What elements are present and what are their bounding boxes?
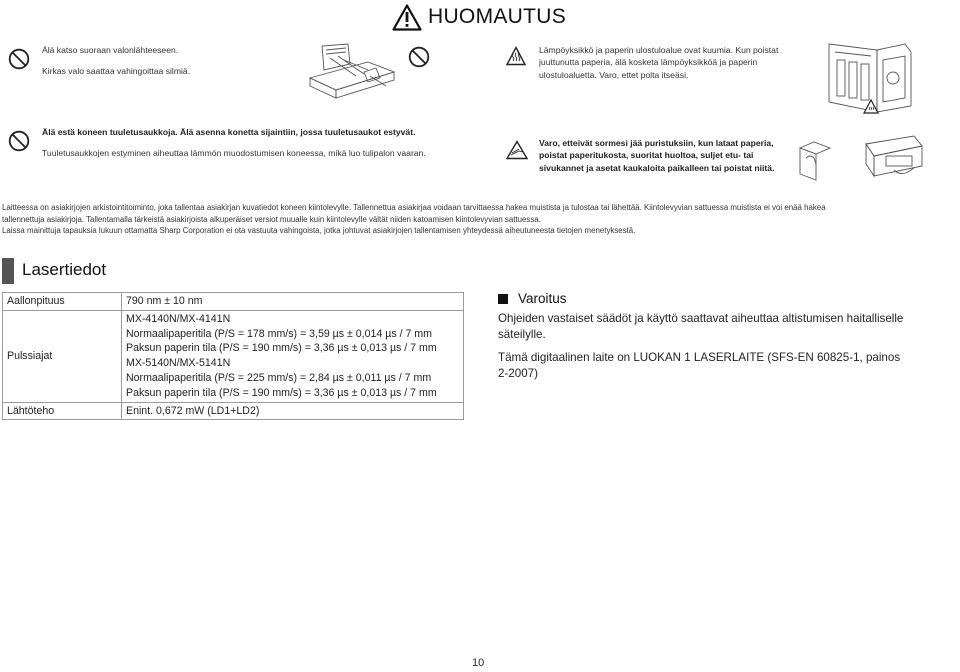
notice-line: Laitteessa on asiakirjojen arkistointitoiminto, joka tallentaa asiakirjan kuvatiedot koneen kiintolevylle. Tallennettua asiakirjaa voidaan tarvittaessa hakea muistista ja tulostaa tai lähettää. Kiintolevyvian sattuessa muistista ei voi enää hakea xyxy=(2,203,826,212)
caution-body xyxy=(498,311,938,381)
page-number: 10 xyxy=(472,657,485,669)
paper-tray-illustration xyxy=(796,134,926,186)
pulse-line: Normaalipaperitila (P/S = 225 mm/s) = 2,84 µs ± 0,011 µs / 7 mm xyxy=(126,371,432,384)
fuser-unit-illustration xyxy=(825,40,915,116)
vent-warning-line1: Älä estä koneen tuuletusaukkoja. Älä asenna konetta sijaintiin, jossa tuuletusaukot estyvät. xyxy=(42,127,416,137)
light-warning xyxy=(42,44,252,78)
caution-line: Tämä digitaalinen laite on LUOKAN 1 LASERLAITE (SFS-EN 60825-1, painos xyxy=(498,351,901,364)
caution-line: 2-2007) xyxy=(498,366,538,380)
wavelength-value: 790 nm ± 10 nm xyxy=(122,293,464,311)
table-row xyxy=(3,310,464,402)
notice-line: Laissa mainittuja tapauksia lukuun ottamatta Sharp Corporation ei ota vastuuta vahingoista, jotka johtuvat asiakirjojen tallentamisen yhteydessä aiheutuneesta tietojen menetyksestä. xyxy=(2,226,636,236)
finger-warning-line: Varo, etteivät sormesi jää puristuksiin, kun lataat paperia, xyxy=(539,138,774,148)
caution-line: säteilylle. xyxy=(498,327,546,341)
pulse-line: MX-5140N/MX-5141N xyxy=(126,357,231,370)
pinch-hazard-icon xyxy=(506,140,528,160)
light-warning-line1: Älä katso suoraan valonlähteeseen. xyxy=(42,45,179,55)
prohibition-icon xyxy=(8,48,30,70)
heat-warning xyxy=(539,44,819,81)
warning-triangle-icon xyxy=(392,4,422,31)
caution-line: Ohjeiden vastaiset säädöt ja käyttö saattavat aiheuttaa altistumisen haitalliselle xyxy=(498,312,904,325)
light-warning-line2: Kirkas valo saattaa vahingoittaa silmiä. xyxy=(42,66,191,77)
pulse-line: MX-4140N/MX-4141N xyxy=(126,312,231,325)
square-bullet-icon xyxy=(498,294,508,304)
copier-scanner-illustration xyxy=(304,42,398,102)
caution-title: Varoitus xyxy=(518,291,567,306)
notice-line: tallennettuja asiakirjoja. Tallentamalla tärkeistä asiakirjoista alkuperäiset versiot muualle kuin kiintolevylle vältät niiden katoamisen kiintolevyvian sattuessa. xyxy=(2,214,541,224)
prohibition-icon xyxy=(8,130,30,152)
pulse-line: Normaalipaperitila (P/S = 178 mm/s) = 3,59 µs ± 0,014 µs / 7 mm xyxy=(126,327,432,340)
finger-warning xyxy=(539,137,809,174)
page-title: HUOMAUTUS xyxy=(428,5,567,28)
pulse-line: Paksun paperin tila (P/S = 190 mm/s) = 3,36 µs ± 0,013 µs / 7 mm xyxy=(126,386,437,399)
power-label: Lähtöteho xyxy=(3,402,122,420)
heat-warning-line: juuttunutta paperia, älä kosketa lämpöyksikköä ja paperin xyxy=(539,57,758,68)
wavelength-label: Aallonpituus xyxy=(3,293,122,311)
laser-spec-table xyxy=(2,292,464,420)
prohibition-icon xyxy=(408,46,430,68)
pulse-label: Pulssiajat xyxy=(3,310,122,402)
hot-surface-icon xyxy=(506,46,526,66)
table-row xyxy=(3,293,464,311)
heat-warning-line: ulostuloaluetta. Varo, ettet polta itseäsi. xyxy=(539,69,689,80)
heat-warning-line: Lämpöyksikkö ja paperin ulostuloalue ovat kuumia. Kun poistat xyxy=(539,45,779,55)
pulse-line: Paksun paperin tila (P/S = 190 mm/s) = 3,36 µs ± 0,013 µs / 7 mm xyxy=(126,342,437,355)
section-title: Lasertiedot xyxy=(22,260,107,279)
power-value: Enint. 0,672 mW (LD1+LD2) xyxy=(122,402,464,420)
data-storage-notice xyxy=(2,202,957,237)
pulse-values xyxy=(122,310,464,402)
finger-warning-line: poistat paperitukosta, suoritat huoltoa, suljet etu- tai xyxy=(539,150,754,161)
page-header xyxy=(392,3,566,31)
vent-warning-line2: Tuuletusaukkojen estyminen aiheuttaa lämmön muodostumisen koneessa, mikä luo tulipalon vaaran. xyxy=(42,148,426,159)
finger-warning-line: sivukannet ja asetat kaukaloita paikalleen tai poistat niitä. xyxy=(539,162,775,173)
section-marker xyxy=(2,258,14,284)
table-row xyxy=(3,402,464,420)
caution-heading xyxy=(498,291,567,306)
vent-warning xyxy=(42,126,482,160)
